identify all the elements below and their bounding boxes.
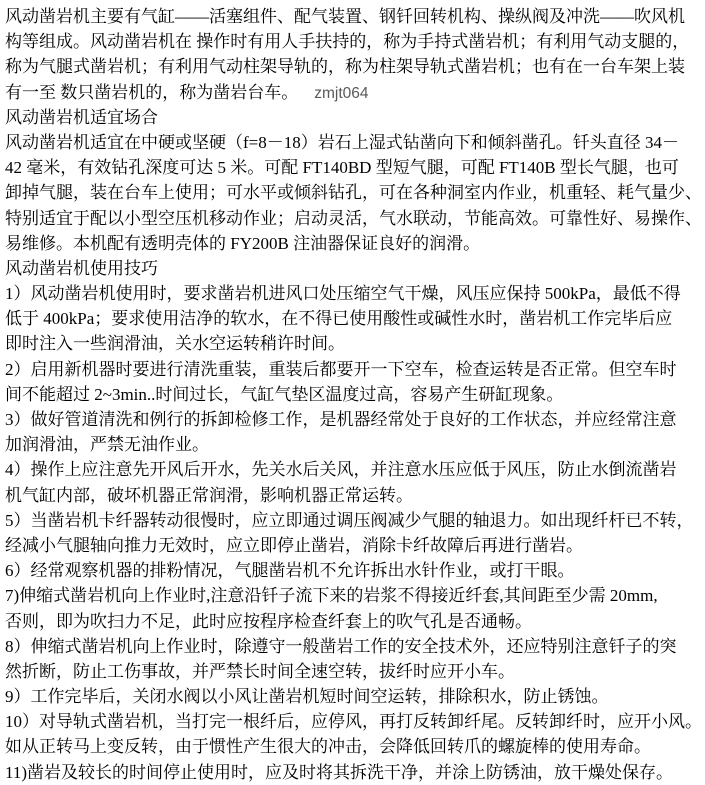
text-line	[5, 583, 703, 608]
line-text: 有一至 数只凿岩机的，称为凿岩台车。	[5, 82, 299, 102]
text-line	[5, 29, 703, 54]
text-line	[5, 760, 703, 785]
line-text: 否则，即为吹扫力不足，此时应按程序检查纤套上的吹气孔是否通畅。	[5, 611, 532, 631]
line-text: 2）启用新机器时要进行清洗重装，重装后都要开一下空车，检查运转是否正常。但空车时	[5, 359, 677, 379]
text-line	[5, 130, 703, 155]
line-text: 构等组成。风动凿岩机在 操作时有用人手扶持的，称为手持式凿岩机；有利用气动支腿的，	[5, 32, 690, 52]
line-text: 称为气腿式凿岩机；有利用气动柱架导轨的，称为柱架导轨式凿岩机；也有在一台车架上装	[5, 57, 685, 77]
line-text: 风动凿岩机使用技巧	[5, 258, 158, 278]
line-text: 4）操作上应注意先开风后开水，先关水后关风，并注意水压应低于风压，防止水倒流凿岩	[5, 460, 677, 480]
line-text: 5）当凿岩机卡纤器转动很慢时，应立即通过调压阀减少气腿的轴退力。如出现纤杆已不转，	[5, 510, 694, 530]
text-line	[5, 483, 703, 508]
text-line	[5, 80, 703, 105]
text-line	[5, 709, 703, 734]
line-text: 加润滑油，严禁无油作业。	[5, 435, 209, 455]
line-text: 然折断，防止工伤事故，并严禁长时间全速空转，拔纤时应开小车。	[5, 661, 515, 681]
text-line	[5, 54, 703, 79]
text-line	[5, 659, 703, 684]
line-text: 间不能超过 2~3min..时间过长，气缸气垫区温度过高，容易产生研缸现象。	[5, 384, 564, 404]
line-text: 1）风动凿岩机使用时，要求凿岩机进风口处压缩空气干燥，风压应保持 500kPa，最低不得	[5, 284, 681, 304]
text-line	[5, 180, 703, 205]
text-line	[5, 634, 703, 659]
text-line	[5, 306, 703, 331]
line-text: 即时注入一些润滑油，关水空运转稍许时间。	[5, 334, 345, 354]
line-text: 特别适宜于配以小型空压机移动作业；启动灵活，气水联动，节能高效。可靠性好、易操作、	[5, 208, 702, 228]
line-text: 风动凿岩机适宜场合	[5, 107, 158, 127]
text-line	[5, 155, 703, 180]
text-line	[5, 533, 703, 558]
text-line	[5, 231, 703, 256]
text-line	[5, 457, 703, 482]
text-line	[5, 609, 703, 634]
line-text: 卸掉气腿，装在台车上使用；可水平或倾斜钻孔，可在各种洞室内作业，机重轻、耗气量少、	[5, 183, 702, 203]
line-text: 经减小气腿轴向推力无效时，应立即停止凿岩，消除卡纤故障后再进行凿岩。	[5, 535, 583, 555]
text-line	[5, 206, 703, 231]
text-line	[5, 432, 703, 457]
line-text: 3）做好管道清洗和例行的拆卸检修工作，是机器经常处于良好的工作状态，并应经常注意	[5, 410, 677, 429]
line-text: 机气缸内部，破坏机器正常润滑，影响机器正常运转。	[5, 485, 413, 505]
text-line	[5, 734, 703, 759]
line-text: 11)凿岩及较长的时间停止使用时，应及时将其拆洗干净，并涂上防锈油，放干燥处保存。	[5, 762, 674, 782]
text-line	[5, 382, 703, 407]
line-text: 42 毫米，有效钻孔深度可达 5 米。可配 FT140BD 型短气腿，可配 FT140B 型长气腿，也可	[5, 158, 679, 178]
text-line	[5, 684, 703, 709]
text-line	[5, 357, 703, 382]
line-text: 风动凿岩机适宜在中硬或坚硬（f=8－18）岩石上湿式钻凿向下和倾斜凿孔。钎头直径 34－	[5, 132, 679, 152]
text-line	[5, 558, 703, 583]
watermark-code: zmjt064	[314, 84, 369, 102]
text-line	[5, 281, 703, 306]
text-line	[5, 331, 703, 356]
section-heading	[5, 105, 703, 130]
line-text: 易维修。本机配有透明壳体的 FY200B 注油器保证良好的润滑。	[5, 233, 481, 253]
line-text: 8）伸缩式凿岩机向上作业时，除遵守一般凿岩工作的安全技术外，还应特别注意钎子的突	[5, 636, 677, 656]
text-line	[5, 4, 703, 29]
line-text: 7)伸缩式凿岩机向上作业时,注意沿钎子流下来的岩浆不得接近纤套,其间距至少需 20mm,	[5, 586, 658, 606]
text-line	[5, 508, 703, 533]
section-heading	[5, 256, 703, 281]
line-text: 如从正转马上变反转，由于惯性产生很大的冲击，会降低回转爪的螺旋棒的使用寿命。	[5, 737, 651, 757]
line-text: 9）工作完毕后，关闭水阀以小风让凿岩机短时间空运转，排除积水，防止锈蚀。	[5, 687, 609, 707]
line-text: 6）经常观察机器的排粉情况，气腿凿岩机不允许拆出水针作业，或打干眼。	[5, 561, 575, 581]
line-text: 低于 400kPa；要求使用洁净的软水，在不得已使用酸性或碱性水时，凿岩机工作完毕后应	[5, 309, 673, 329]
text-line	[5, 407, 703, 432]
line-text: 风动凿岩机主要有气缸——活塞组件、配气装置、钢钎回转机构、操纵阀及冲洗——吹风机	[5, 7, 685, 26]
line-text: 10）对导轨式凿岩机，当打完一根纤后，应停风，再打反转卸纤尾。反转卸纤时，应开小风。	[5, 712, 702, 732]
